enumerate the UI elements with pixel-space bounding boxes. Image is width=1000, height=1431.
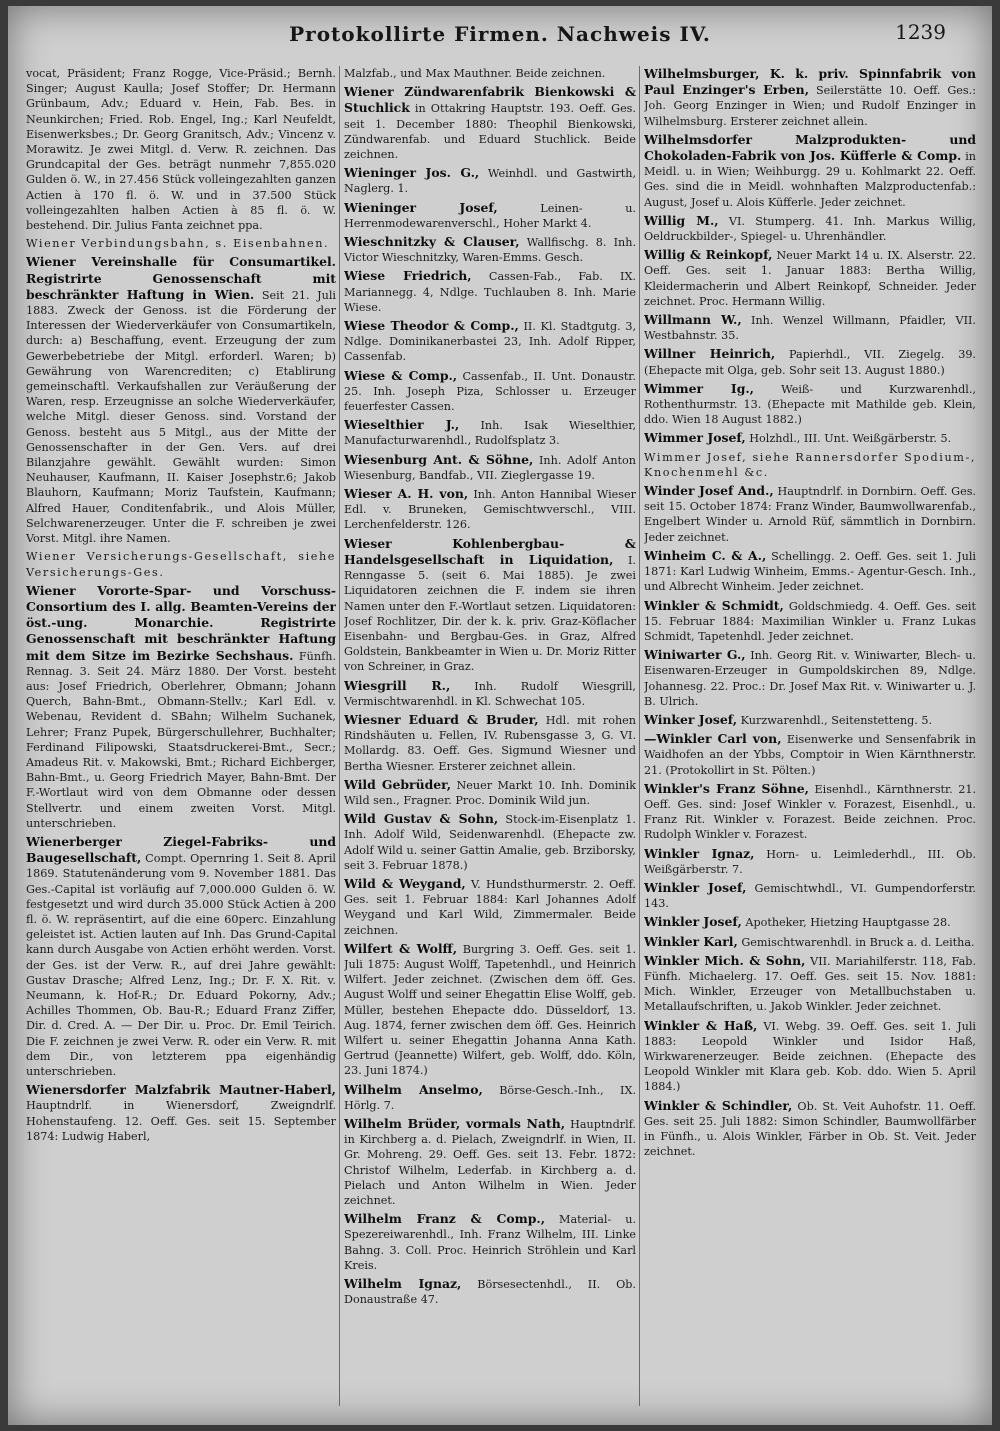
directory-entry [644,914,976,930]
column-1 [26,66,336,1416]
entry-text: Inh. Rudolf Wiesgrill, Vermischtwarenhdl. in Kl. Schwechat 105. [344,679,636,708]
directory-entry [344,941,636,1079]
firm-name: Wieschnitzky & Clauser, [344,234,520,250]
directory-entry [644,430,976,446]
page-number: 1239 [895,20,946,44]
firm-name: Wimmer Ig., [644,380,754,396]
firm-name: Wilhelmsburger, K. k. priv. Spinnfabrik von Paul Enzinger's Erben, [644,66,976,98]
entry-text: Hauptndrlf. in Dornbirn. Oeff. Ges. seit 15. October 1874: Franz Winder, Baumwollwarenfab., Engelbert Winder u. Arnold Rüf, sämmtlich in Dornbirn. Jeder zeichnet. [644,485,976,544]
directory-entry [26,549,336,579]
directory-entry [344,84,636,162]
firm-name: Wilfert & Wolff, [344,940,458,956]
firm-name: Wilhelm Brüder, vormals Nath, [344,1116,566,1131]
firm-name: Wiener Zündwarenfabrik Bienkowski & Stuchlick [344,84,636,116]
entry-text: Wiener Verbindungsbahn, s. Eisenbahnen. [26,237,330,251]
firm-name: Wiese Friedrich, [344,268,472,284]
directory-entry [644,598,976,645]
directory-entry [26,834,336,1079]
entry-text: Schellingg. 2. Oeff. Ges. seit 1. Juli 1871: Karl Ludwig Winheim, Emms.- Agentur-Gesch. Inh., und Albrecht Winheim. Jeder zeichnet. [644,549,976,594]
firm-name: Winkler & Schmidt, [644,597,784,613]
entry-text: Holzhdl., III. Unt. Weißgärberstr. 5. [749,432,952,446]
directory-entry [344,165,636,196]
firm-name: Winkler Ignaz, [644,845,755,861]
directory-entry [644,381,976,428]
directory-entry [644,880,976,911]
firm-name: Wiener Vereinshalle für Consumartikel. Registrirte Genossenschaft mit beschränkter Haftung in Wien. [26,254,336,302]
directory-entry [344,234,636,265]
directory-entry [344,678,636,709]
entry-text: Seit 21. Juli 1883. Zweck der Genoss. ist die Förderung der Interessen der Wiederverkäufer von Consumartikeln, durch: a) Beschaffung, event. Erzeugung der zum Gewerbebetriebe der Mitgl. erforderl. Waren; b) Gewährung von Warencrediten; c) Etablirung gemeinschaftl. Verkaufshallen zur Veräußerung der Waren, resp. Erzeugnisse an solche Wiederverkäufer, welche Mitgl. dieser Genoss. sind. Vorstand der Genoss. besteht aus 5 Mitgl., aus der Mitte der Genossenschafter in der Gen. Vers. auf drei Bilanzjahre gewählt. Gewählt wurden: Simon Neuhauser, Kaufmann, II. Kaiser Josephstr.6; Jakob Blauhorn, Kaufmann; Moriz Taufstein, Kaufmann; Alfred Hauer, Conditenfabrik., und Alois Müller, Selchwarenerzeuger. Unter die F. schreiben je zwei Vorst. Mitgl. ihre Namen. [26,288,336,546]
entry-text: Hauptndrlf. in Wienersdorf, Zweigndrlf. Hohenstaufeng. 12. Oeff. Ges. seit 15. September 1874: Ludwig Haberl, [26,1099,336,1143]
firm-name: Wild Gustav & Sohn, [344,811,499,827]
entry-text: Neuer Markt 10. Inh. Dominik Wild sen., Fragner. Proc. Dominik Wild jun. [344,778,636,807]
firm-name: Wild & Weygand, [344,875,466,891]
entry-text: V. Hundsthurmerstr. 2. Oeff. Ges. seit 1. Februar 1884: Karl Johannes Adolf Weygand und Karl Wild, Zimmermaler. Beide zeichnen. [344,877,636,937]
entry-text: Inh. Anton Hannibal Wieser Edl. v. Bruneken, Gemischtwverschl., VIII. Lerchenfelderstr. 126. [344,488,636,532]
entry-text: Inh. Adolf Anton Wiesenburg, Bandfab., VII. Zieglergasse 19. [344,453,636,482]
firm-name: Winkler Josef, [644,879,747,895]
entry-text: Inh. Georg Rit. v. Winiwarter, Blech- u. Eisenwaren-Erzeuger in Gumpoldskirchen 89, Ndlge. Johannesg. 22. Proc.: Dr. Josef Max Rit. v. Winiwarter u. J. B. Ulrich. [644,649,976,708]
directory-entry [344,318,636,365]
entry-text: Wiener Versicherungs-Gesellschaft, siehe Versicherungs-Ges. [26,550,336,579]
entry-text: Leinen- u. Herrenmodewarenverschl., Hoher Markt 4. [344,201,636,230]
firm-name: Willig & Reinkopf, [644,247,773,263]
directory-entry [644,346,976,377]
firm-name: Wienerberger Ziegel-Fabriks- und Baugesellschaft, [26,833,336,866]
column-divider [339,66,340,1406]
entry-text: Papierhdl., VII. Ziegelg. 39. (Ehepacte mit Olga, geb. Sohr seit 13. August 1880.) [644,348,976,377]
directory-entry [344,268,636,315]
firm-name: Wieser Kohlenbergbau- & Handelsgesellschaft in Liquidation, [344,535,636,567]
directory-entry [26,583,336,831]
directory-entry [344,811,636,873]
column-2 [344,66,636,1416]
entry-text: Eisenwerke und Sensenfabrik in Waidhofen an der Ybbs, Comptoir in Wien Kärnthnerstr. 21. (Protokollirt in St. Pölten.) [644,733,976,777]
directory-entry [644,66,976,129]
firm-name: Winkler's Franz Söhne, [644,780,809,796]
directory-entry [644,312,976,343]
firm-name: Winder Josef And., [644,483,774,499]
firm-name: Willmann W., [644,312,742,328]
entry-text: VI. Webg. 39. Oeff. Ges. seit 1. Juli 1883: Leopold Winkler und Isidor Haß, Wirkwarenerzeuger. Beide zeichnen. (Ehepacte des Leopold Winkler mit Klara geb. Kob. ddo. Wien 5. April 1884.) [644,1019,976,1094]
firm-name: Winkler Mich. & Sohn, [644,952,806,968]
entry-text: Fünfh. Rennag. 3. Seit 24. März 1880. Der Vorst. besteht aus: Josef Friedrich, Oberlehrer, Obmann; Johann Querch, Bahn-Bmt., Obmann-Stellv.; Karl Edl. v. Webenau, Revident d. SBahn; Wilhelm Suchanek, Lehrer; Franz Pupek, Bürgerschullehrer, Buchhalter; Ferdinand Filipowski, Staatsdruckerei-Bmt., Secr.; Amadeus Rit. v. Makowski, Bmt.; Richard Eichberger, Bahn-Bmt., u. Georg Friedrich Mayer, Bahn-Bmt. Der F.-Wortlaut wird von dem Obmanne oder dessen Stellvertr. und einem zweiten Vorst. Mitgl. unterschrieben. [26,649,336,830]
column-divider [639,66,640,1406]
directory-entry [644,647,976,709]
firm-name: Wieselthier J., [344,417,460,433]
entry-text: in Meidl. u. in Wien; Weihburgg. 29 u. Kohlmarkt 22. Oeff. Ges. sind die in Meidl. wohnhaften Malzproductenfab.: August, Josef u. Alois Küfferle. Jeder zeichnet. [644,150,976,209]
directory-entry [644,1018,976,1095]
directory-entry [344,876,636,938]
directory-entry [26,66,336,233]
directory-entry [344,486,636,533]
firm-name: Wilhelmsdorfer Malzprodukten- und Chokoladen-Fabrik von Jos. Küfferle & Comp. [644,131,976,164]
entry-text: Neuer Markt 14 u. IX. Alserstr. 22. Oeff. Ges. seit 1. Januar 1883: Bertha Willig, Kleidermacherin und Albert Reinkopf, Schneider. Jeder zeichnet. Proc. Hermann Willig. [644,249,976,308]
firm-name: Winheim C. & A., [644,547,767,563]
directory-entry [644,548,976,595]
directory-entry [644,213,976,244]
directory-entry [644,247,976,309]
firm-name: Wiese Theodor & Comp., [344,318,519,334]
directory-entry [26,1082,336,1144]
document-page [8,6,992,1425]
entry-text: Stock-im-Eisenplatz 1. Inh. Adolf Wild, Seidenwarenhdl. (Ehepacte zw. Adolf Wild u. seiner Gattin Amalie, geb. Brziborsky, seit 3. Februar 1878.) [344,813,636,872]
firm-name: Wiesenburg Ant. & Söhne, [344,451,534,467]
directory-entry [644,781,976,843]
entry-text: Material- u. Spezereiwarenhdl., Inh. Franz Wilhelm, III. Linke Bahng. 3. Coll. Proc. Heinrich Ströhlein und Karl Kreis. [344,1213,636,1272]
firm-name: Wiesner Eduard & Bruder, [344,711,539,727]
directory-entry [644,132,976,210]
firm-name: Wieninger Josef, [344,199,498,215]
entry-text: Cassen-Fab., Fab. IX. Mariannegg. 4, Ndlge. Tuchlauben 8. Inh. Marie Wiese. [344,270,636,314]
directory-entry [644,953,976,1015]
entry-text: in Ottakring Hauptstr. 193. Oeff. Ges. seit 1. December 1880: Theophil Bienkowski, Zündwarenfab. und Eduard Stuchlick. Beide zeichnen. [344,102,636,162]
firm-name: Wilhelm Ignaz, [344,1276,462,1292]
entry-text: vocat, Präsident; Franz Rogge, Vice-Präsid.; Bernh. Singer; August Kaulla; Josef Stoffer; Dr. Hermann Grünbaum, Adv.; Eduard v. Hein, Fab. Bes. in Neunkirchen; Fried. Rob. Engel, Ing.; Karl Neufeldt, Eisenwerksbes.; Dr. Georg Granitsch, Adv.; Vincenz v. Morawitz. Je zwei Mitgl. d. Verw. R. zeichnen. Das Grundcapital der Ges. beträgt nunmehr 7,855.020 Gulden ö. W., in 27.456 Stück volleingezahlten ganzen Actien à 170 fl. ö. W. und in 37.500 Stück volleingezahlten halben Actien à 85 fl. ö. W. bestehend. Dir. Julius Fanta zeichnet ppa. [26,67,336,233]
page-header [8,18,992,58]
entry-text: Börse-Gesch.-Inh., IX. Hörlg. 7. [344,1083,636,1112]
entry-text: Weiß- und Kurzwarenhdl., Rothenthurmstr. 13. (Ehepacte mit Mathilde geb. Klein, ddo. Wien 18 August 1882.) [644,382,976,427]
entry-text: II. Kl. Stadtgutg. 3, Ndlge. Dominikanerbastei 23, Inh. Adolf Ripper, Cassenfab. [344,320,636,364]
directory-entry [344,536,636,675]
firm-name: Willig M., [644,212,719,228]
entry-text: Wallfischg. 8. Inh. Victor Wieschnitzky, Waren-Emms. Gesch. [344,236,636,265]
directory-entry [344,1116,636,1208]
entry-text: Goldschmiedg. 4. Oeff. Ges. seit 15. Februar 1884: Maximilian Winkler u. Franz Lukas Schmidt, Tapetenhdl. Jeder zeichnet. [644,599,976,643]
entry-text: Hdl. mit rohen Rindshäuten u. Fellen, IV. Rubensgasse 3, G. VI. Mollardg. 83. Oeff. Ges. Sigmund Wiesner und Bertha Wiesner. Ersterer zeichnet allein. [344,713,636,773]
directory-entry [344,66,636,81]
directory-entry [644,1098,976,1160]
entry-text: Inh. Isak Wieselthier, Manufacturwarenhdl., Rudolfsplatz 3. [344,419,636,448]
entry-text: Apotheker, Hietzing Hauptgasse 28. [745,916,951,930]
entry-text: Kurzwarenhdl., Seitenstetteng. 5. [740,713,933,727]
directory-entry [644,934,976,950]
entry-text: Hauptndrlf. in Kirchberg a. d. Pielach, Zweigndrlf. in Wien, II. Gr. Mohreng. 29. Oeff. Ges. seit 13. Febr. 1872: Christof Wilhelm, Lederfab. in Kirchberg a. d. Pielach und Anton Wilhelm in Wien. Jeder zeichnet. [344,1118,636,1208]
firm-name: Wiener Vororte-Spar- und Vorschuss-Consortium des I. allg. Beamten-Vereins der öst.-ung. Monarchie. Registrirte Genossenschaft mit beschränkter Haftung mit dem Sitze im Bezirke Sechshaus. [26,582,336,663]
firm-name: Winkler & Schindler, [644,1097,793,1113]
directory-entry [344,200,636,231]
directory-entry [344,368,636,415]
entry-text: Eisenhdl., Kärnthnerstr. 21. Oeff. Ges. sind: Josef Winkler v. Forazest, Eisenhdl., u. Franz Rit. Winkler v. Forazest. Beide zeichnen. Proc. Rudolph Winkler v. Forazest. [644,782,976,842]
entry-text: Burgring 3. Oeff. Ges. seit 1. Juli 1875: August Wolff, Tapetenhdl., und Heinrich Wilfert. Jeder zeichnet. (Zwischen dem öff. Ges. August Wolff und seiner Ehegattin Elise Wolff, geb. Müller, bestehen Ehepacte ddo. Düsseldorf, 13. Aug. 1874, ferner zwischen dem öff. Ges. Heinrich Wilfert u. seiner Ehegattin Johanna Anna Kath. Gertrud (Jeannette) Wilfert, geb. Wolff, ddo. Köln, 23. Juni 1874.) [344,942,636,1078]
firm-name: Wienersdorfer Malzfabrik Mautner-Haberl, [26,1082,336,1098]
entry-text: Seilerstätte 10. Oeff. Ges.: Joh. Georg Enzinger in Wien; und Rudolf Enzinger in Wilhelmsburg. Ersterer zeichnet allein. [644,84,976,128]
entry-text: Gemischtwarenhdl. in Bruck a. d. Leitha. [741,935,975,949]
firm-name: Winkler & Haß, [644,1017,758,1033]
entry-text: Malzfab., und Max Mauthner. Beide zeichnen. [344,67,606,80]
firm-name: Wieser A. H. von, [344,486,469,502]
entry-text: Compt. Opernring 1. Seit 8. April 1869. Statutenänderung vom 9. November 1881. Das Ges.-Capital ist vorläufig auf 7,000.000 Gulden ö. W. festgesetzt und wird durch 35.000 Stück Actien à 200 fl. ö. W. repräsentirt, auf die eine 60perc. Einzahlung geleistet ist. Actien lauten auf Inh. Das Grund-Capital kann durch Ausgabe von Actien erhöht werden. Vorst. der Ges. ist der Verw. R., auf drei Jahre gewählt: Gustav Drasche; Alfred Lenz, Ing.; Dr. F. X. Rit. v. Neumann, k. Hof-R.; Dr. Eduard Pokorny, Adv.; Achilles Thommen, Ob. Bau-R.; Eduard Franz Ziffer, Dir. d. Cred. A. — Der Dir. u. Proc. Dr. Emil Teirich. Die F. zeichnen je zwei Verw. R. oder ein Verw. R. mit dem Dir., von letzterem ppa eigenhändig unterschrieben. [26,852,336,1078]
directory-entry [344,712,636,774]
directory-entry [344,1082,636,1113]
firm-name: Winkler Josef, [644,914,742,930]
firm-name: Winker Josef, [644,711,738,727]
directory-entry [26,236,336,251]
firm-name: Wiese & Comp., [344,367,458,383]
entry-text: VII. Mariahilferstr. 118, Fab. Fünfh. Michaelerg. 17. Oeff. Ges. seit 15. Nov. 1881: Mich. Winkler, Erzeuger von Metallbuchstaben u. Metallaufschriften, u. Jakob Winkler. Jeder zeichnet. [644,954,976,1014]
column-3 [644,66,976,1416]
entry-text: Weinhdl. und Gastwirth, Naglerg. 1. [344,167,636,196]
directory-entry [644,731,976,778]
directory-entry [26,254,336,546]
directory-entry [344,1211,636,1273]
entry-text: Gemischtwhdl., VI. Gumpendorferstr. 143. [644,881,976,911]
entry-text: Horn- u. Leimlederhdl., III. Ob. Weißgärberstr. 7. [644,847,976,876]
firm-name: Wilhelm Franz & Comp., [344,1211,546,1227]
firm-name: Wild Gebrüder, [344,776,452,792]
firm-name: Wilhelm Anselmo, [344,1081,483,1097]
firm-name: Wieninger Jos. G., [344,165,480,181]
directory-entry [644,450,976,480]
firm-name: Winkler Karl, [644,933,738,949]
directory-entry [344,452,636,483]
entry-text: I. Renngasse 5. (seit 6. Mai 1885). Je zwei Liquidatoren zeichnen die F. indem sie ihren Namen unter den F.-Wortlaut setzen. Liquidatoren: Josef Rochlitzer, Dir. der k. k. priv. Graz-Köflacher Eisenbahn- und Bergbau-Ges. in Graz, Alfred Goldstein, Bankbeamter in Wien u. Dr. Moriz Ritter von Schreiner, in Graz. [344,553,636,674]
firm-name: Wiesgrill R., [344,677,451,693]
entry-text: Ob. St. Veit Auhofstr. 11. Oeff. Ges. seit 25. Juli 1882: Simon Schindler, Baumwollfärber in Fünfh., u. Alois Winkler, Färber in Ob. St. Veit. Jeder zeichnet. [644,1099,976,1159]
firm-name: Winiwarter G., [644,647,746,663]
directory-entry [344,1276,636,1307]
entry-text: Cassenfab., II. Unt. Donaustr. 25. Inh. Joseph Piza, Schlosser u. Erzeuger feuerfester Cassen. [344,369,636,414]
directory-entry [344,417,636,448]
directory-entry [644,712,976,728]
firm-name: Wimmer Josef, [644,430,746,446]
firm-name: Willner Heinrich, [644,346,776,362]
entry-text: Wimmer Josef, siehe Rannersdorfer Spodium-, Knochenmehl &c. [644,450,976,479]
directory-entry [344,777,636,808]
firm-name: —Winkler Carl von, [644,731,782,747]
entry-text: Börsesectenhdl., II. Ob. Donaustraße 47. [344,1278,636,1307]
directory-entry [644,483,976,545]
page-title: Protokollirte Firmen. Nachweis IV. [289,22,711,46]
entry-text: VI. Stumperg. 41. Inh. Markus Willig, Oeldruckbilder-, Spiegel- u. Uhrenhändler. [644,214,976,244]
directory-entry [644,846,976,877]
entry-text: Inh. Wenzel Willmann, Pfaidler, VII. Westbahnstr. 35. [644,314,976,343]
